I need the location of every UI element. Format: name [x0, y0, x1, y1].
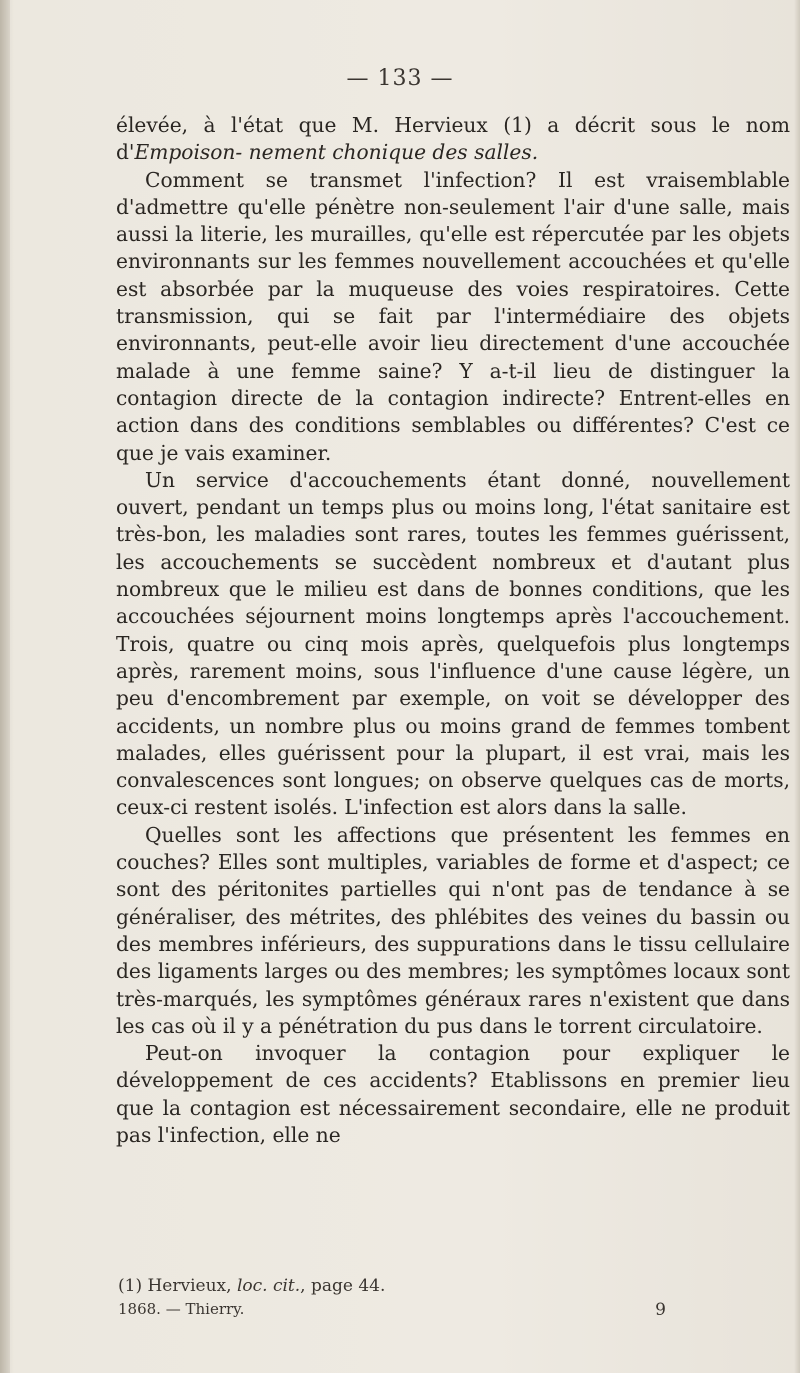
signature-mark: 9 [655, 1300, 666, 1320]
footnote-rest: , page 44. [300, 1276, 386, 1296]
paragraph-4: Quelles sont les affections que présentent les femmes en couches? Elles sont multiples, variables de forme et d'aspect; ce sont des péritonites partielles qui n'ont pas de tendance à se généraliser, des métrites, des phlébites des veines du bassin ou des membres inférieurs, des suppurations dans le tissu cellulaire des ligaments larges ou des membres; les symptômes locaux sont très-marqués, les symptômes généraux rares n'existent que dans les cas où il y a pénétration du pus dans le torrent circulatoire. [116, 822, 790, 1038]
imprint-text: 1868. — Thierry. [118, 1300, 245, 1318]
line-1-text: élevée, à l'état que M. Hervieux (1) a décrit sous le nom d' [116, 113, 790, 165]
paragraph-5: Peut-on invoquer la contagion pour expliquer le développement de ces accidents? Etablissons en premier lieu que la contagion est nécessairement secondaire, elle ne produit pas l'infection, elle ne [116, 1041, 790, 1147]
page-spine-shadow [0, 0, 10, 1373]
footnote-ref: loc. cit. [236, 1276, 301, 1296]
body-text [116, 112, 790, 1149]
page-edge-shadow [794, 0, 800, 1373]
footnote [118, 1275, 758, 1297]
page-number: — 133 — [346, 66, 454, 91]
italic-term-continued: nement chonique des salles. [248, 140, 539, 165]
paragraph-1 [116, 112, 790, 167]
printer-footer [118, 1300, 780, 1318]
paragraph-3: Un service d'accouchements étant donné, nouvellement ouvert, pendant un temps plus ou moins long, l'état sanitaire est très-bon, les maladies sont rares, toutes les femmes guérissent, les accouchements se succèdent nombreux et d'autant plus nombreux que le milieu est dans de bonnes conditions, que les accouchées séjournent moins longtemps après l'accouchement. Trois, quatre ou cinq mois après, quelquefois plus longtemps après, rarement moins, sous l'influence d'une cause légère, un peu d'encombrement par exemple, on voit se développer des accidents, un nombre plus ou moins grand de femmes tombent malades, elles guérissent pour la plupart, il est vrai, mais les convalescences sont longues; on observe quelques cas de morts, ceux-ci restent isolés. L'infection est alors dans la salle. [116, 467, 790, 820]
paragraph-2: Comment se transmet l'infection? Il est vraisemblable d'admettre qu'elle pénètre non-seulement l'air d'une salle, mais aussi la literie, les murailles, qu'elle est répercutée par les objets environnants sur les femmes nouvellement accouchées et qu'elle est absorbée par la muqueuse des voies respiratoires. Cette transmission, qui se fait par l'intermédiaire des objets environnants, peut-elle avoir lieu directement d'une accouchée malade à une femme saine? Y a-t-il lieu de distinguer la contagion directe de la contagion indirecte? Entrent-elles en action dans des conditions semblables ou différentes? C'est ce que je vais examiner. [116, 167, 790, 465]
footnote-marker: (1) Hervieux, [118, 1276, 232, 1296]
italic-term: Empoison- [134, 140, 243, 165]
